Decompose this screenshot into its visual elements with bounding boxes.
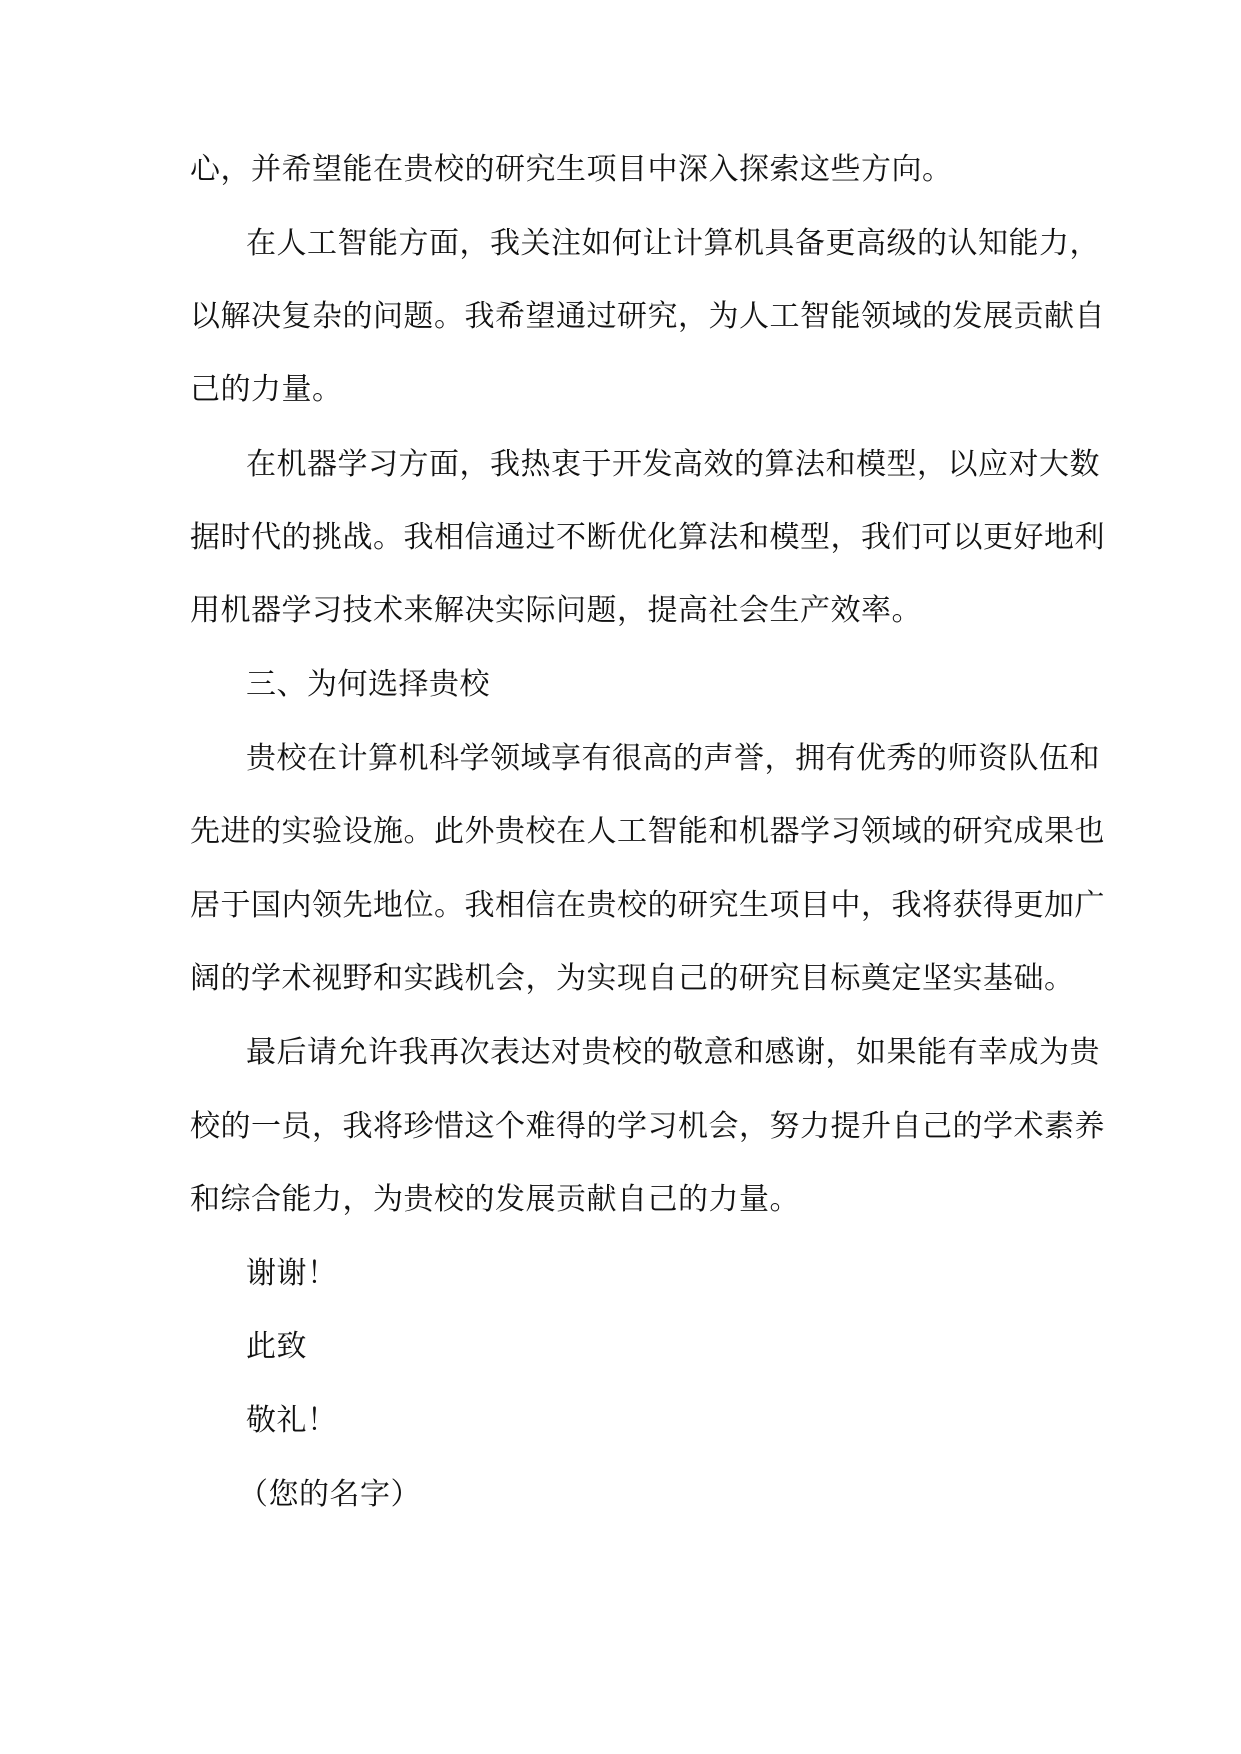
paragraph-ai-line: 己的力量。: [190, 372, 343, 407]
paragraph-school-line: 阔的学术视野和实践机会，为实现自己的研究目标奠定坚实基础。: [190, 961, 1075, 996]
thanks-line: 谢谢！: [246, 1256, 338, 1291]
paragraph-school-line: 贵校在计算机科学领域享有很高的声誉，拥有优秀的师资队伍和: [246, 741, 1100, 776]
salutation-line: 此致: [246, 1329, 307, 1364]
body-text-line: 心，并希望能在贵校的研究生项目中深入探索这些方向。: [190, 152, 953, 187]
paragraph-closing-line: 校的一员，我将珍惜这个难得的学习机会，努力提升自己的学术素养: [190, 1109, 1105, 1144]
paragraph-school-line: 先进的实验设施。此外贵校在人工智能和机器学习领域的研究成果也: [190, 814, 1105, 849]
paragraph-ai-line: 以解决复杂的问题。我希望通过研究，为人工智能领域的发展贡献自: [190, 299, 1105, 334]
paragraph-closing-line: 和综合能力，为贵校的发展贡献自己的力量。: [190, 1182, 800, 1217]
paragraph-school-line: 居于国内领先地位。我相信在贵校的研究生项目中，我将获得更加广: [190, 888, 1105, 923]
paragraph-ml-line: 据时代的挑战。我相信通过不断优化算法和模型，我们可以更好地利: [190, 520, 1105, 555]
paragraph-closing-line: 最后请允许我再次表达对贵校的敬意和感谢，如果能有幸成为贵: [246, 1035, 1100, 1070]
salutation-line: 敬礼！: [246, 1403, 338, 1438]
paragraph-ai-line: 在人工智能方面，我关注如何让计算机具备更高级的认知能力，: [246, 226, 1100, 261]
paragraph-ml-line: 用机器学习技术来解决实际问题，提高社会生产效率。: [190, 593, 922, 628]
section-heading: 三、为何选择贵校: [246, 667, 490, 702]
paragraph-ml-line: 在机器学习方面，我热衷于开发高效的算法和模型，以应对大数: [246, 447, 1100, 482]
signature-placeholder: （您的名字）: [238, 1477, 421, 1512]
